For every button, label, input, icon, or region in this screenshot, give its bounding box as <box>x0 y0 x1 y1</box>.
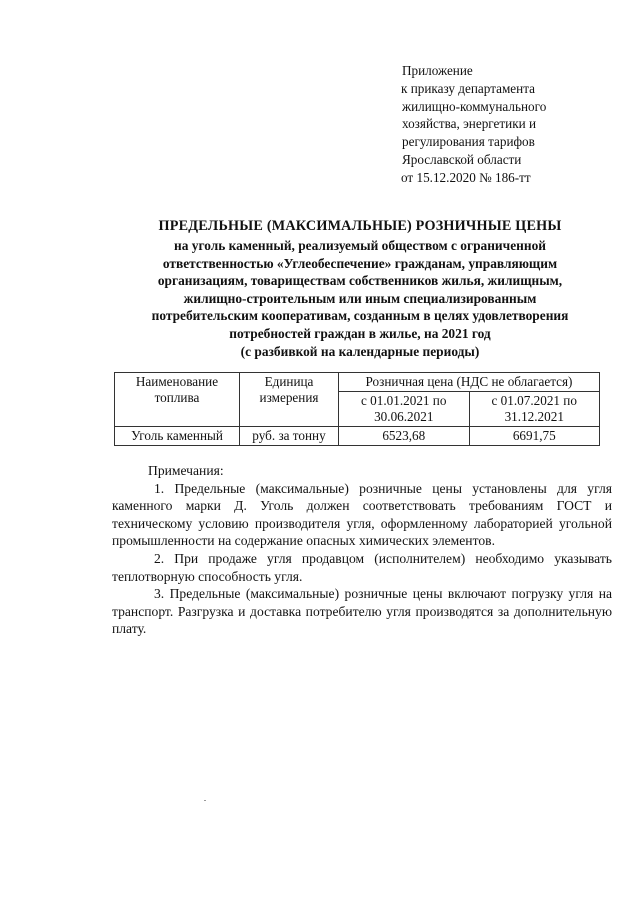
cell-price-1: 6523,68 <box>339 427 470 446</box>
title-line: организациям, товариществам собственников жилья, жилищным, <box>157 273 563 289</box>
appendix-line: хозяйства, энергетики и <box>402 116 537 132</box>
appendix-line: регулирования тарифов <box>402 134 535 150</box>
appendix-line: к приказу департамента <box>401 80 535 96</box>
scan-speck <box>204 800 206 801</box>
appendix-line: Ярославской области <box>402 151 522 167</box>
title-main: ПРЕДЕЛЬНЫЕ (МАКСИМАЛЬНЫЕ) РОЗНИЧНЫЕ ЦЕНЫ <box>158 218 562 234</box>
notes-section <box>112 462 612 638</box>
header-fuel: Наименование топлива <box>115 373 240 427</box>
table-header-row <box>115 373 600 392</box>
title-line: потребностей граждан в жилье, на 2021 год <box>229 325 491 341</box>
title-line: (с разбивкой на календарные периоды) <box>240 343 480 359</box>
notes-heading: Примечания: <box>148 463 224 478</box>
title-line: жилищно-строительным или иным специализированным <box>183 290 537 306</box>
table-row <box>115 427 600 446</box>
header-period-1: с 01.01.2021 по 30.06.2021 <box>339 392 470 427</box>
title-line: ответственностью «Углеобеспечение» гражданам, управляющим <box>162 255 558 271</box>
header-period-2: с 01.07.2021 по 31.12.2021 <box>469 392 600 427</box>
cell-price-2: 6691,75 <box>469 427 600 446</box>
header-unit: Единица измерения <box>240 373 339 427</box>
appendix-line: от 15.12.2020 № 186-тт <box>401 169 531 185</box>
title-line: на уголь каменный, реализуемый обществом с ограниченной <box>174 238 546 253</box>
document-title <box>100 217 620 360</box>
cell-fuel: Уголь каменный <box>115 427 240 446</box>
note-item: 1. Предельные (максимальные) розничные цены установлены для угля каменного марки Д. Уголь должен соответствовать требованиям ГОСТ и техническому условию производителя угля, оформленному лабораторией угольной промышленности на содержание опасных химических элементов. <box>112 480 612 549</box>
cell-unit: руб. за тонну <box>240 427 339 446</box>
header-price: Розничная цена (НДС не облагается) <box>339 373 600 392</box>
appendix-line: Приложение <box>402 63 473 78</box>
appendix-line: жилищно-коммунального <box>402 98 547 114</box>
appendix-block <box>402 62 632 187</box>
title-line: потребительским кооперативам, созданным в целях удовлетворения <box>151 308 569 324</box>
note-item: 2. При продаже угля продавцом (исполнителем) необходимо указывать теплотворную способность угля. <box>112 550 612 584</box>
note-item: 3. Предельные (максимальные) розничные цены включают погрузку угля на транспорт. Разгрузка и доставка потребителю угля производятся за дополнительную плату. <box>112 586 612 637</box>
price-table <box>114 372 600 446</box>
